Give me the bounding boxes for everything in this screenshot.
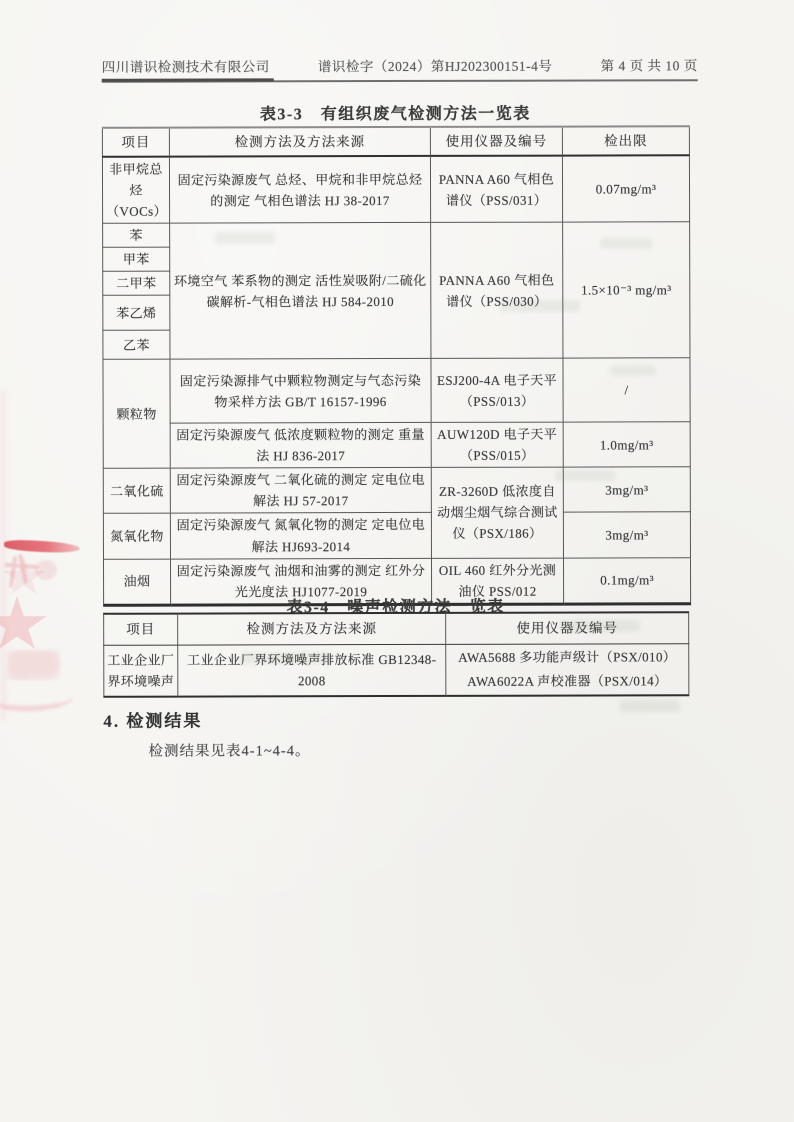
table-row-nox <box>103 512 690 559</box>
method-cell-nox: 固定污染源废气 氮氧化物的测定 定电位电解法 HJ693-2014 <box>170 513 431 559</box>
limit-cell-pm-2: 1.0mg/m³ <box>563 422 690 467</box>
item-cell-ethylbenzene: 乙苯 <box>103 330 170 359</box>
header-cell-limit: 检出限 <box>562 126 689 155</box>
header-cell-method: 检测方法及方法来源 <box>178 613 446 645</box>
page-number: 第 4 页 共 10 页 <box>600 58 698 74</box>
ink-bleed-ghost <box>600 238 652 249</box>
company-name: 四川谱识检测技术有限公司 <box>102 55 270 75</box>
table-3-3-header-row <box>102 126 689 157</box>
item-cell-benzene: 苯 <box>103 223 170 247</box>
page-header <box>102 54 698 83</box>
table-3-4-title: 表3-4 噪声检测方法一览表 <box>286 598 505 617</box>
header-cell-instrument: 使用仪器及编号 <box>446 612 689 644</box>
ink-bleed-ghost <box>215 232 275 244</box>
item-cell-noise: 工业企业厂界环境噪声 <box>104 645 178 697</box>
ink-bleed-ghost <box>610 365 656 376</box>
instrument-cell-noise <box>446 643 689 696</box>
doc-number: 谱识检字（2024）第HJ202300151-4号 <box>317 58 553 75</box>
method-cell-pm-1: 固定污染源排气中颗粒物测定与气态污染物采样方法 GB/T 16157-1996 <box>170 359 431 424</box>
header-cell-item: 项目 <box>102 128 169 157</box>
item-cell-toluene: 甲苯 <box>103 247 170 271</box>
method-cell-pm-2: 固定污染源废气 低浓度颗粒物的测定 重量法 HJ 836-2017 <box>170 423 431 469</box>
limit-cell-nox: 3mg/m³ <box>563 512 690 557</box>
instrument-cell-so2-nox: ZR-3260D 低浓度自动烟尘烟气综合测试仪（PSX/186） <box>431 467 563 558</box>
instrument-line-1: AWA5688 多功能声级计（PSX/010） <box>458 649 677 666</box>
header-cell-instrument: 使用仪器及编号 <box>430 127 562 156</box>
instrument-cell-pm-2: AUW120D 电子天平（PSS/015） <box>431 422 563 467</box>
item-cell-voc: 非甲烷总烃（VOCs） <box>102 157 169 224</box>
item-cell-xylene: 二甲苯 <box>103 271 170 295</box>
item-cell-nox: 氮氧化物 <box>103 514 170 559</box>
stamp-bleed-blobs <box>8 650 60 680</box>
table-row-pm-1 <box>103 358 690 424</box>
ink-bleed-ghost <box>500 300 580 312</box>
section-4-heading: 4. 检测结果 <box>103 711 203 731</box>
instrument-line-2: AWA6022A 声校准器（PSX/014） <box>467 673 668 689</box>
section-4-body: 检测结果见表4-1~4-4。 <box>148 743 311 760</box>
limit-cell-so2: 3mg/m³ <box>563 467 690 512</box>
item-cell-oil-fume: 油烟 <box>103 559 170 605</box>
method-cell-noise: 工业企业厂界环境噪声排放标准 GB12348-2008 <box>178 644 446 697</box>
instrument-cell-pm-1: ESJ200-4A 电子天平（PSS/013） <box>431 358 563 422</box>
ink-bleed-ghost <box>620 700 680 712</box>
table-row-pm-2 <box>103 422 690 469</box>
item-cell-pm: 颗粒物 <box>103 359 170 468</box>
limit-cell-voc: 0.07mg/m³ <box>562 155 689 222</box>
table-3-3 <box>102 125 691 606</box>
method-cell-so2: 固定污染源废气 二氧化硫的测定 定电位电解法 HJ 57-2017 <box>170 468 431 514</box>
header-cell-item: 项目 <box>104 614 178 645</box>
instrument-cell-voc: PANNA A60 气相色谱仪（PSS/031） <box>430 156 562 223</box>
method-cell-voc: 固定污染源废气 总烃、甲烷和非甲烷总烃的测定 气相色谱法 HJ 38-2017 <box>169 156 430 223</box>
header-cell-method: 检测方法及方法来源 <box>169 127 430 157</box>
ink-bleed-ghost <box>560 620 640 632</box>
ink-bleed-ghost <box>240 652 330 664</box>
table-row-voc <box>102 155 689 223</box>
ink-bleed-ghost <box>555 470 615 481</box>
limit-cell-benzene-series: 1.5×10⁻³ mg/m³ <box>563 222 690 358</box>
limit-cell-pm-1: / <box>563 358 690 422</box>
item-cell-styrene: 苯乙烯 <box>103 295 170 330</box>
table-3-3-title: 表3-3 有组织废气检测方法一览表 <box>259 105 531 124</box>
item-cell-so2: 二氧化硫 <box>103 468 170 513</box>
table-row-noise <box>104 643 689 697</box>
method-cell-oil-fume: 固定污染源废气 油烟和油雾的测定 红外分光光度法 HJ1077-2019 <box>170 558 431 605</box>
method-cell-benzene-series: 环境空气 苯系物的测定 活性炭吸附/二硫化碳解析-气相色谱法 HJ 584-2010 <box>170 223 431 360</box>
limit-cell-oil-fume: 0.1mg/m³ <box>563 557 690 603</box>
instrument-cell-benzene-series: PANNA A60 气相色谱仪（PSS/030） <box>431 222 563 358</box>
instrument-cell-oil-fume: OIL 460 红外分光测油仪 PSS/012 <box>431 558 563 604</box>
